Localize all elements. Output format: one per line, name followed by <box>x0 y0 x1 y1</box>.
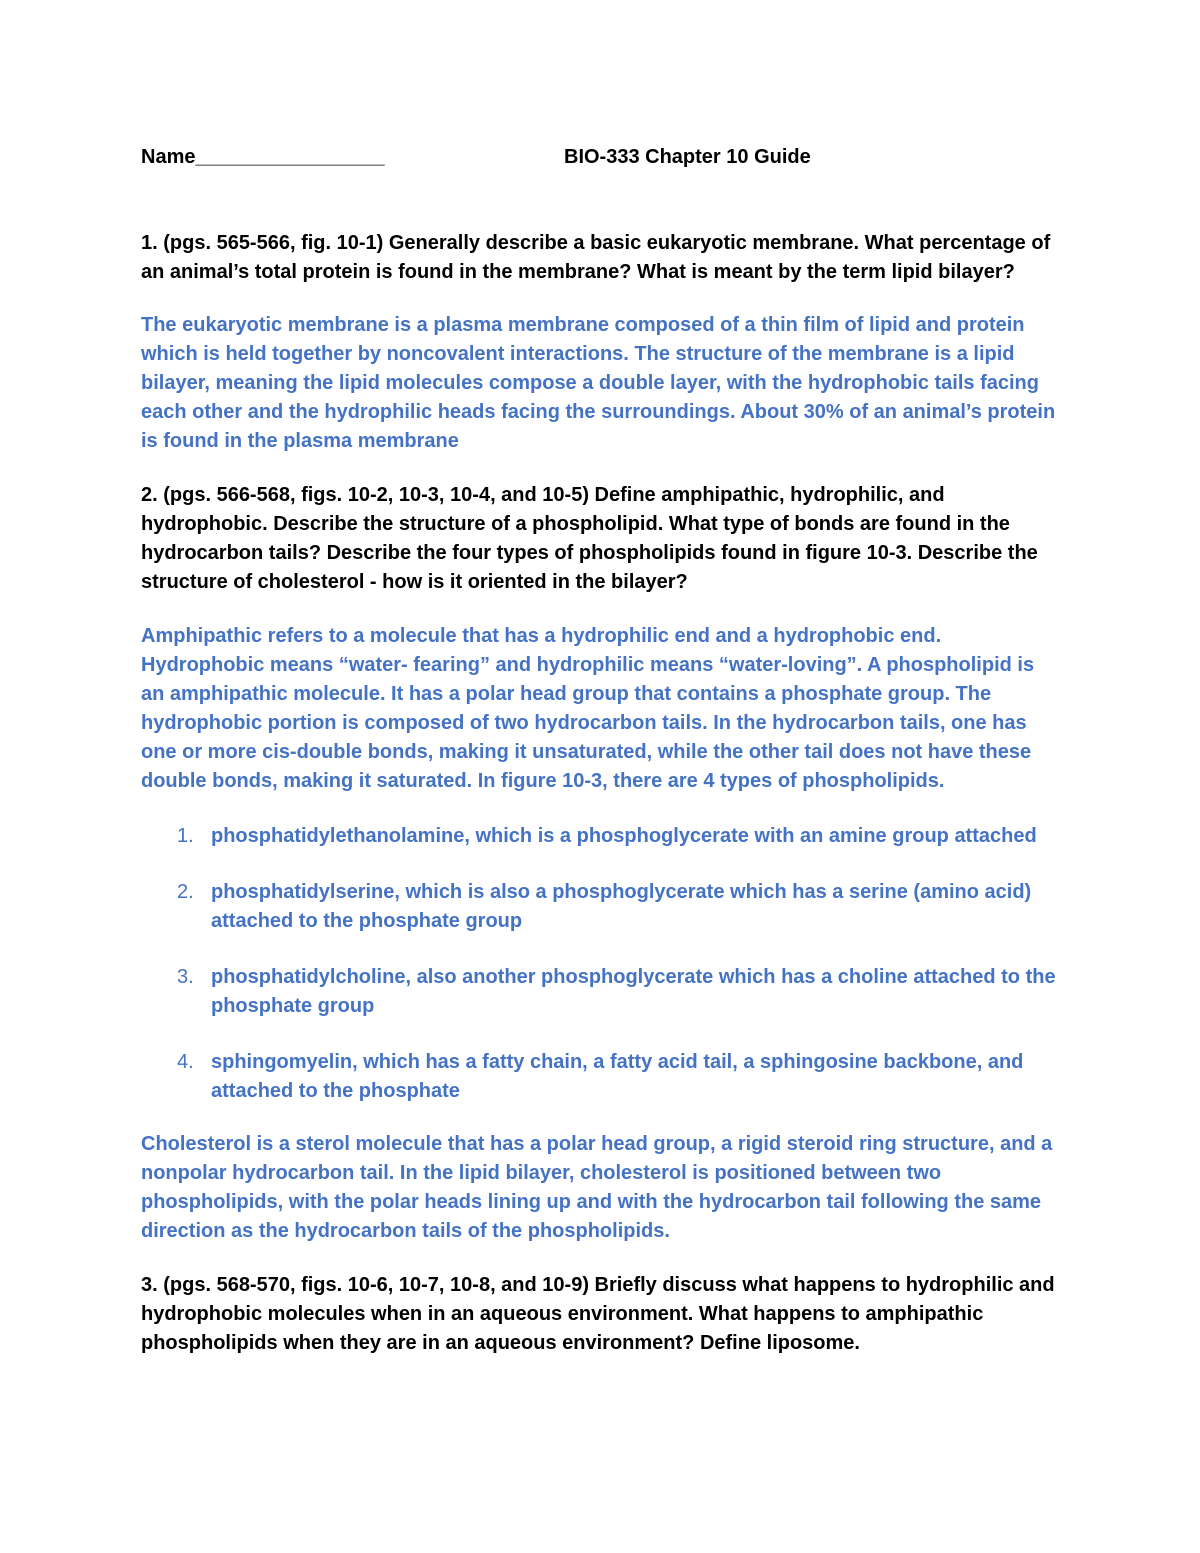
list-item <box>141 878 1061 936</box>
question-2: 2. (pgs. 566-568, figs. 10-2, 10-3, 10-4, and 10-5) Define amphipathic, hydrophilic, and hydrophobic. Describe the structure of a phospholipid. What type of bonds are found in the hydrocarbon tails? Describe the four types of phospholipids found in figure 10-3. Describe the structure of cholesterol - how is it oriented in the bilayer? <box>141 484 1038 593</box>
answer-2: Amphipathic refers to a molecule that has a hydrophilic end and a hydrophobic end. Hydrophobic means “water- fearing” and hydrophilic means “water-loving”. A phospholipid is an amphipathic molecule. It has a polar head group that contains a phosphate group. The hydrophobic portion is composed of two hydrocarbon tails. In the hydrocarbon tails, one has one or more cis-double bonds, making it unsaturated, while the other tail does not have these double bonds, making it saturated. In figure 10-3, there are 4 types of phospholipids. <box>141 625 1035 792</box>
list-item-text: phosphatidylethanolamine, which is a phosphoglycerate with an amine group attached <box>211 825 1037 847</box>
list-item <box>141 1048 1061 1106</box>
phospholipid-types-list <box>141 822 1061 1106</box>
document-header <box>141 143 1061 171</box>
list-item <box>141 822 1061 851</box>
name-field: Name_________________ <box>141 146 385 168</box>
question-1: 1. (pgs. 565-566, fig. 10-1) Generally describe a basic eukaryotic membrane. What percentage of an animal’s total protein is found in the membrane? What is meant by the term lipid bilayer? <box>141 232 1051 283</box>
list-item-text: phosphatidylserine, which is also a phosphoglycerate which has a serine (amino acid) attached to the phosphate group <box>211 881 1032 932</box>
cholesterol-answer: Cholesterol is a sterol molecule that has a polar head group, a rigid steroid ring structure, and a nonpolar hydrocarbon tail. In the lipid bilayer, cholesterol is positioned between two phospholipids, with the polar heads lining up and with the hydrocarbon tail following the same direction as the hydrocarbon tails of the phospholipids. <box>141 1133 1053 1242</box>
list-item <box>141 963 1061 1021</box>
document-content <box>141 143 1061 1358</box>
list-item-number: 4. <box>177 1051 194 1073</box>
list-item-text: phosphatidylcholine, also another phosphoglycerate which has a choline attached to the phosphate group <box>211 966 1056 1017</box>
question-3: 3. (pgs. 568-570, figs. 10-6, 10-7, 10-8, and 10-9) Briefly discuss what happens to hydrophilic and hydrophobic molecules when in an aqueous environment. What happens to amphipathic phospholipids when they are in an aqueous environment? Define liposome. <box>141 1274 1055 1354</box>
list-item-number: 2. <box>177 881 194 903</box>
list-item-number: 1. <box>177 825 194 847</box>
list-item-text: sphingomyelin, which has a fatty chain, a fatty acid tail, a sphingosine backbone, and attached to the phosphate <box>211 1051 1024 1102</box>
answer-1: The eukaryotic membrane is a plasma membrane composed of a thin film of lipid and protein which is held together by noncovalent interactions. The structure of the membrane is a lipid bilayer, meaning the lipid molecules compose a double layer, with the hydrophobic tails facing each other and the hydrophilic heads facing the surroundings. About 30% of an animal’s protein is found in the plasma membrane <box>141 314 1056 452</box>
list-item-number: 3. <box>177 966 194 988</box>
course-title: BIO-333 Chapter 10 Guide <box>564 146 811 168</box>
